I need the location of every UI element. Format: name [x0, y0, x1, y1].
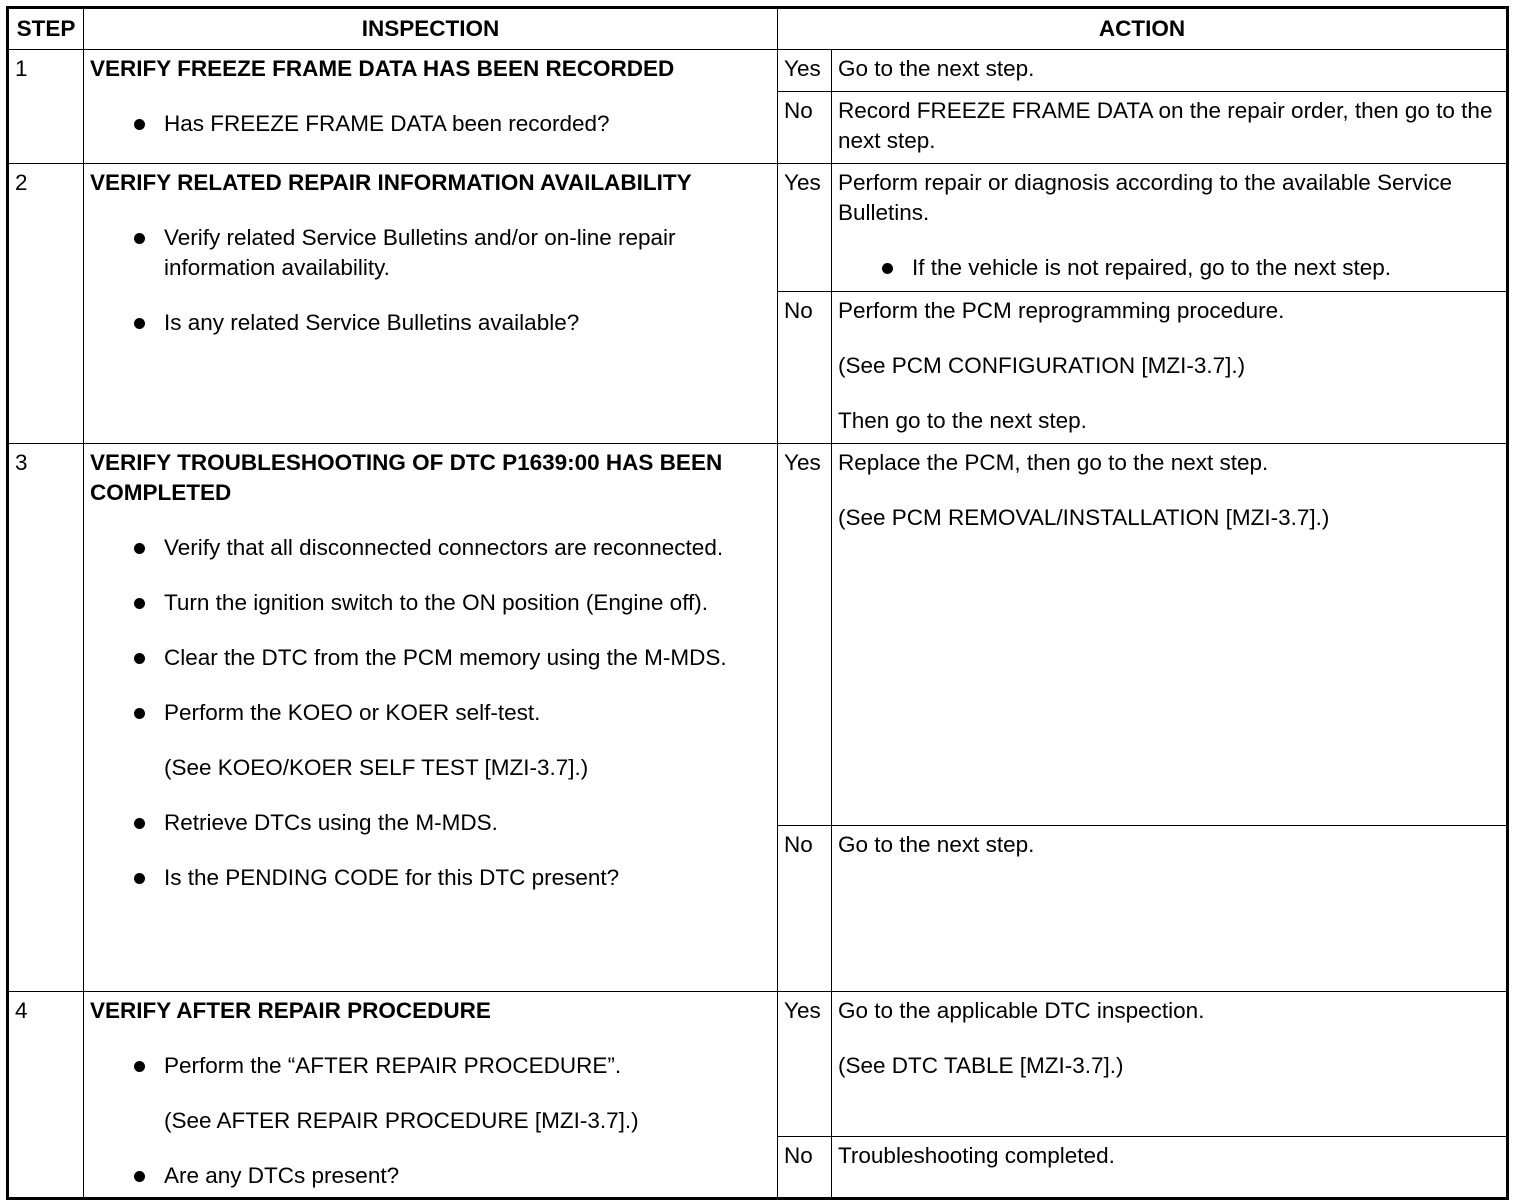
- inspection-item: Perform the “AFTER REPAIR PROCEDURE”.: [90, 1051, 773, 1081]
- yes-label: Yes: [778, 444, 832, 826]
- yes-action: Perform repair or diagnosis according to the available Service Bulletins. If the vehicle is not repaired, go to the next step.: [832, 164, 1508, 292]
- inspection-item: Retrieve DTCs using the M-MDS.: [90, 808, 773, 838]
- step-number: 4: [8, 992, 84, 1199]
- no-action: Troubleshooting completed.: [832, 1137, 1508, 1199]
- inspection-item: Verify related Service Bulletins and/or on-line repair information availability.: [90, 223, 773, 283]
- bullet-icon: [134, 1171, 145, 1182]
- inspection-reference: (See AFTER REPAIR PROCEDURE [MZI-3.7].): [164, 1108, 639, 1133]
- step-title: VERIFY RELATED REPAIR INFORMATION AVAILABILITY: [90, 170, 692, 195]
- bullet-icon: [134, 598, 145, 609]
- bullet-icon: [134, 1061, 145, 1072]
- bullet-icon: [134, 873, 145, 884]
- inspection-item: Is the PENDING CODE for this DTC present?: [90, 863, 773, 893]
- bullet-icon: [134, 708, 145, 719]
- step-2-yes-row: [8, 164, 1508, 292]
- inspection-list: [90, 223, 773, 338]
- yes-action: Go to the next step.: [832, 50, 1508, 92]
- inspection-item: Turn the ignition switch to the ON position (Engine off).: [90, 588, 773, 618]
- no-label: No: [778, 826, 832, 992]
- bullet-icon: [134, 318, 145, 329]
- inspection-list: [90, 109, 773, 139]
- bullet-icon: [134, 119, 145, 130]
- header-step: STEP: [8, 8, 84, 50]
- inspection-reference: (See KOEO/KOER SELF TEST [MZI-3.7].): [164, 755, 589, 780]
- no-action: Record FREEZE FRAME DATA on the repair order, then go to the next step.: [832, 92, 1508, 164]
- inspection-item: Is any related Service Bulletins available?: [90, 308, 773, 338]
- inspection-item: Perform the KOEO or KOER self-test.: [90, 698, 773, 728]
- no-action: Go to the next step.: [832, 826, 1508, 992]
- inspection-list: [90, 533, 773, 893]
- yes-action: Replace the PCM, then go to the next step. (See PCM REMOVAL/INSTALLATION [MZI-3.7].): [832, 444, 1508, 826]
- inspection-item: Clear the DTC from the PCM memory using the M-MDS.: [90, 643, 773, 673]
- action-bullet: If the vehicle is not repaired, go to the next step.: [838, 253, 1502, 283]
- header-action: ACTION: [778, 8, 1508, 50]
- header-row: [8, 8, 1508, 50]
- yes-action: Go to the applicable DTC inspection. (See DTC TABLE [MZI-3.7].): [832, 992, 1508, 1137]
- step-3-yes-row: [8, 444, 1508, 826]
- no-label: No: [778, 292, 832, 444]
- step-number: 1: [8, 50, 84, 164]
- bullet-icon: [134, 543, 145, 554]
- bullet-icon: [134, 653, 145, 664]
- yes-label: Yes: [778, 50, 832, 92]
- diagnostic-table: [6, 6, 1509, 1200]
- step-number: 3: [8, 444, 84, 992]
- step-inspection: [84, 992, 778, 1199]
- step-inspection: [84, 164, 778, 444]
- inspection-item: Has FREEZE FRAME DATA been recorded?: [90, 109, 773, 139]
- step-title: VERIFY AFTER REPAIR PROCEDURE: [90, 998, 491, 1023]
- step-inspection: [84, 50, 778, 164]
- inspection-item: Are any DTCs present?: [90, 1161, 773, 1191]
- bullet-icon: [134, 233, 145, 244]
- no-action: Perform the PCM reprogramming procedure. (See PCM CONFIGURATION [MZI-3.7].) Then go to the next step.: [832, 292, 1508, 444]
- header-inspection: INSPECTION: [84, 8, 778, 50]
- step-1-yes-row: [8, 50, 1508, 92]
- no-label: No: [778, 1137, 832, 1199]
- bullet-icon: [882, 263, 893, 274]
- yes-label: Yes: [778, 992, 832, 1137]
- step-number: 2: [8, 164, 84, 444]
- step-inspection: [84, 444, 778, 992]
- step-4-yes-row: [8, 992, 1508, 1137]
- step-title: VERIFY FREEZE FRAME DATA HAS BEEN RECORDED: [90, 56, 675, 81]
- inspection-item: Verify that all disconnected connectors are reconnected.: [90, 533, 773, 563]
- yes-label: Yes: [778, 164, 832, 292]
- step-title: VERIFY TROUBLESHOOTING OF DTC P1639:00 HAS BEEN COMPLETED: [90, 450, 723, 505]
- no-label: No: [778, 92, 832, 164]
- bullet-icon: [134, 818, 145, 829]
- inspection-list: [90, 1051, 773, 1191]
